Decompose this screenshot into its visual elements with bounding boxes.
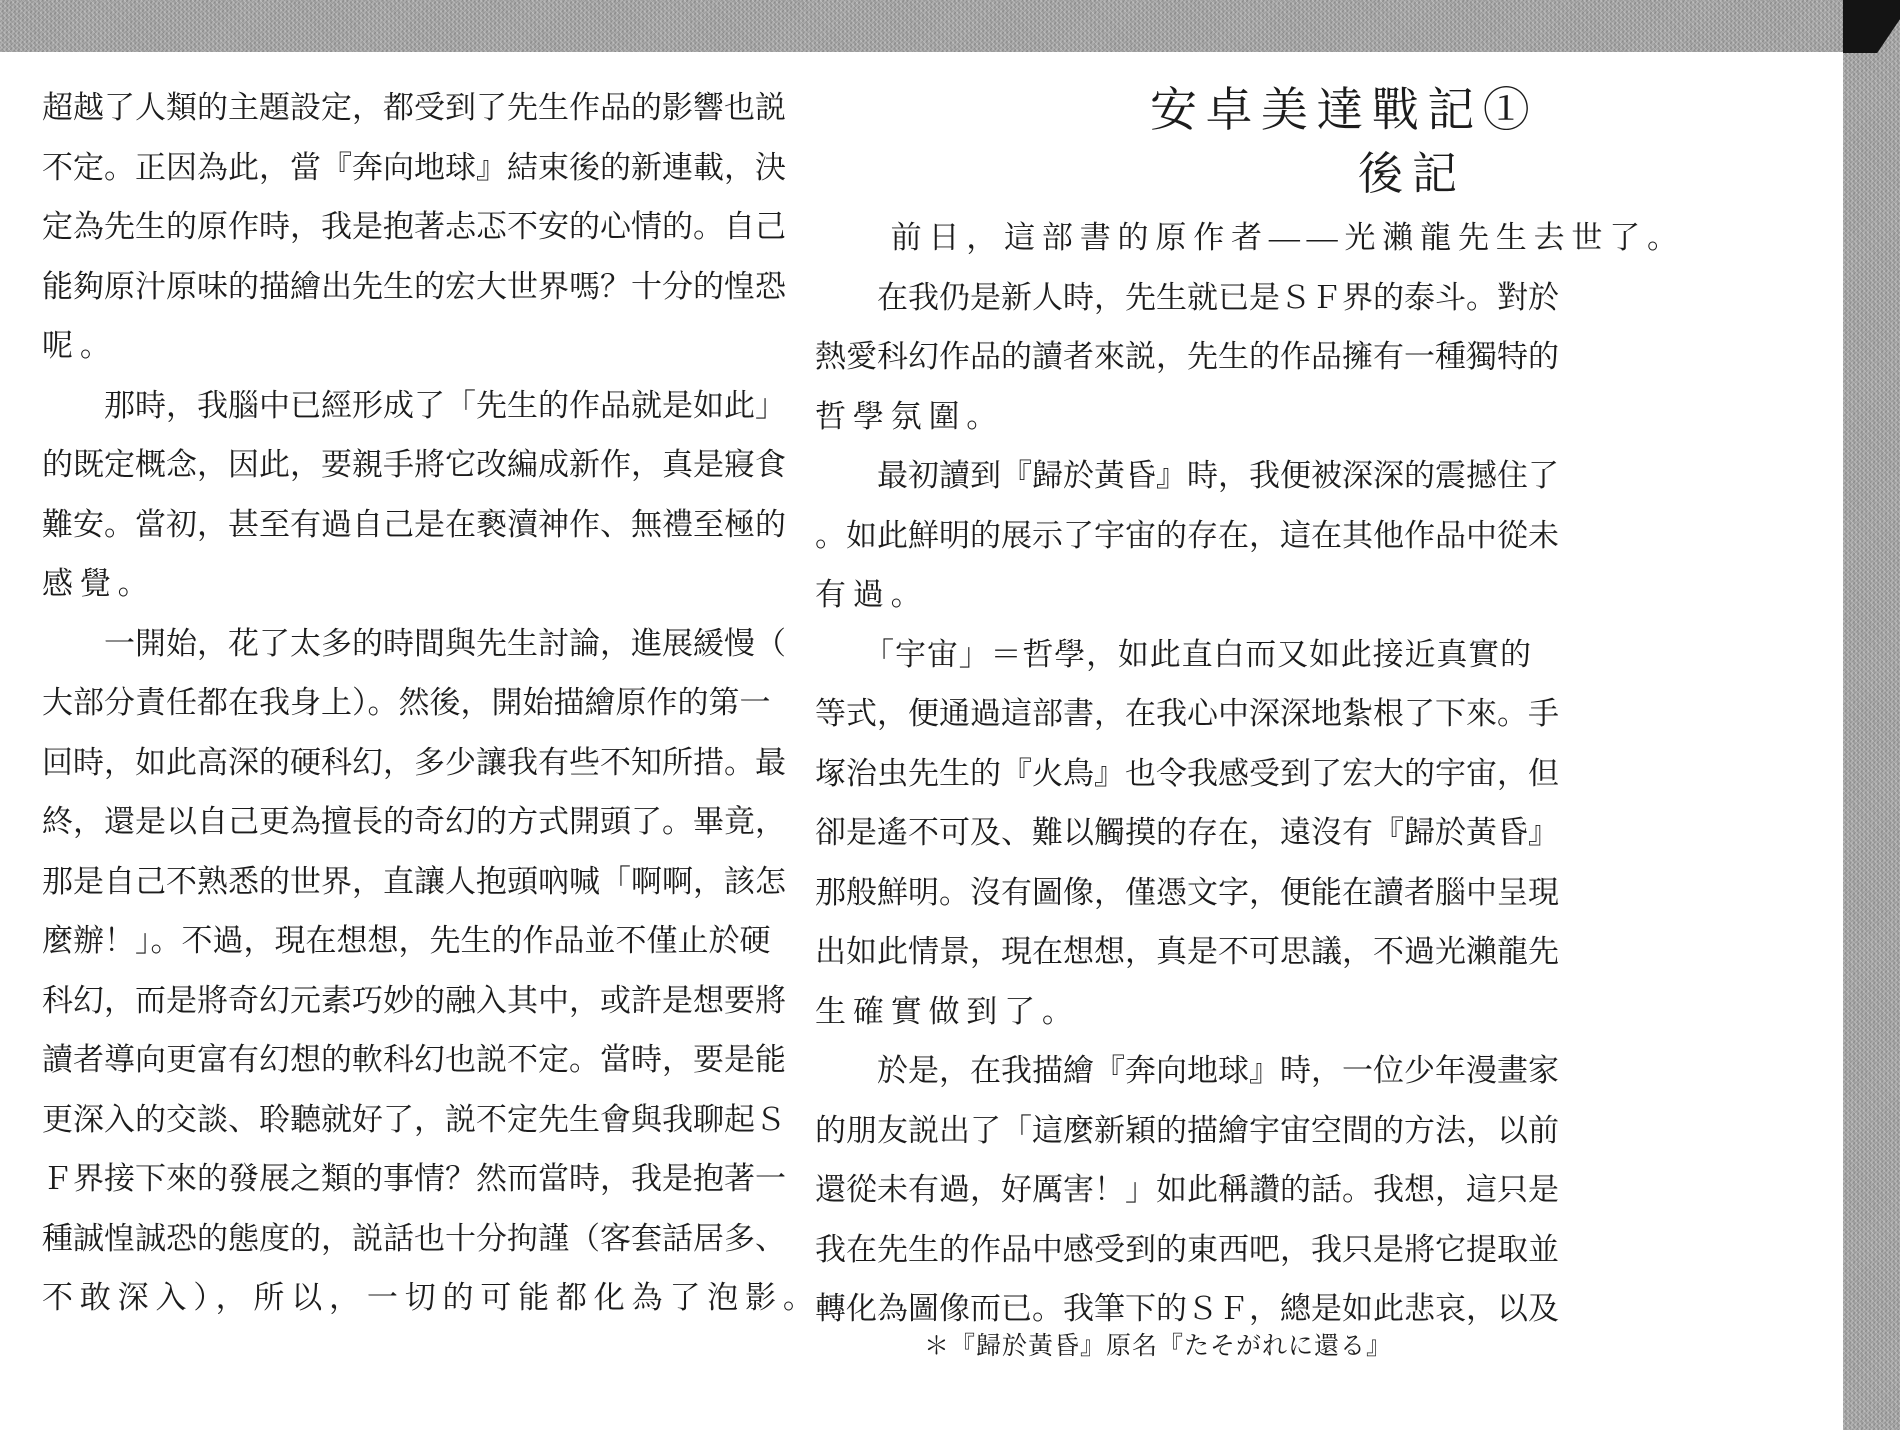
text-line: 那般鮮明。沒有圖像，僅憑文字，便能在讀者腦中呈現	[815, 874, 1559, 910]
scan-border-right	[1843, 0, 1900, 1430]
book-title: 安卓美達戰記①	[1150, 85, 1539, 137]
text-line: Ｆ界接下來的發展之類的事情？然而當時，我是抱著一	[42, 1161, 786, 1196]
text-line: 麼辦！」。不過，現在想想，先生的作品並不僅止於硬	[42, 923, 771, 958]
text-line: 生確實做到了。	[815, 993, 1080, 1029]
text-line: 前日，這部書的原作者——光瀨龍先生去世了。	[815, 220, 1685, 255]
text-line: 還從未有過，好厲害！」如此稱讚的話。我想，這只是	[815, 1172, 1559, 1207]
left-page-text-column	[42, 78, 821, 1328]
text-line: 我在先生的作品中感受到的東西吧，我只是將它提取並	[815, 1231, 1559, 1267]
afterword-subtitle: 後記	[1357, 149, 1466, 199]
text-line: 塚治虫先生的『火鳥』也令我感受到了宏大的宇宙，但	[815, 755, 1559, 791]
text-line: 呢。	[42, 328, 118, 363]
text-line: 那是自己不熟悉的世界，直讓人抱頭吶喊「啊啊，該怎	[42, 863, 786, 899]
text-line: 能夠原汁原味的描繪出先生的宏大世界嗎？十分的惶恐	[42, 268, 786, 304]
text-line: 等式，便通過這部書，在我心中深深地紮根了下來。手	[815, 696, 1559, 731]
footnote: ＊『歸於黃昏』原名『たそがれに還る』	[924, 1333, 1393, 1360]
text-line: 哲學氛圍。	[815, 398, 1005, 434]
text-line: 大部分責任都在我身上）。然後，開始描繪原作的第一	[42, 685, 771, 720]
text-line: 最初讀到『歸於黃昏』時，我便被深深的震撼住了	[815, 458, 1559, 493]
text-line: 。如此鮮明的展示了宇宙的存在，這在其他作品中從未	[815, 517, 1559, 553]
text-line: 那時，我腦中已經形成了「先生的作品就是如此」	[42, 387, 786, 423]
text-line: 「宇宙」＝哲學，如此直白而又如此接近真實的	[815, 636, 1531, 672]
scan-border-top	[0, 0, 1900, 52]
text-line: 的朋友説出了「這麼新穎的描繪宇宙空間的方法，以前	[815, 1112, 1559, 1148]
text-line: 有過。	[815, 577, 929, 612]
text-line: 出如此情景，現在想想，真是不可思議，不過光瀨龍先	[815, 934, 1559, 969]
text-line: 種誠惶誠恐的態度的，説話也十分拘謹（客套話居多、	[42, 1220, 786, 1256]
text-line: 回時，如此高深的硬科幻，多少讓我有些不知所措。最	[42, 744, 786, 780]
right-page-text-column	[815, 208, 1685, 1339]
afterword-title-block	[1150, 78, 1539, 204]
text-line: 終，還是以自己更為擅長的奇幻的方式開頭了。畢竟，	[42, 804, 786, 839]
text-line: 熱愛科幻作品的讀者來説，先生的作品擁有一種獨特的	[815, 339, 1559, 374]
text-line: 讀者導向更富有幻想的軟科幻也説不定。當時，要是能	[42, 1042, 786, 1077]
text-line: 難安。當初，甚至有過自己是在褻瀆神作、無禮至極的	[42, 506, 786, 542]
text-line: 科幻，而是將奇幻元素巧妙的融入其中，或許是想要將	[42, 982, 786, 1018]
text-line: 在我仍是新人時，先生就已是ＳＦ界的泰斗。對於	[815, 279, 1559, 315]
text-line: 不敢深入），所以，一切的可能都化為了泡影。	[42, 1280, 821, 1315]
text-line: 於是，在我描繪『奔向地球』時，一位少年漫畫家	[815, 1053, 1559, 1088]
text-line: 定為先生的原作時，我是抱著忐忑不安的心情的。自己	[42, 209, 786, 244]
text-line: 不定。正因為此，當『奔向地球』結束後的新連載，決	[42, 149, 786, 185]
text-line: 感覺。	[42, 566, 156, 601]
text-line: 的既定概念，因此，要親手將它改編成新作，真是寢食	[42, 447, 786, 482]
text-line: 卻是遙不可及、難以觸摸的存在，遠沒有『歸於黃昏』	[815, 815, 1559, 850]
text-line: 更深入的交談、聆聽就好了，説不定先生會與我聊起Ｓ	[42, 1101, 786, 1137]
text-line: 轉化為圖像而已。我筆下的ＳＦ，總是如此悲哀，以及	[815, 1291, 1559, 1326]
text-line: 超越了人類的主題設定，都受到了先生作品的影響也説	[42, 90, 786, 125]
text-line: 一開始，花了太多的時間與先生討論，進展緩慢（	[42, 625, 786, 661]
